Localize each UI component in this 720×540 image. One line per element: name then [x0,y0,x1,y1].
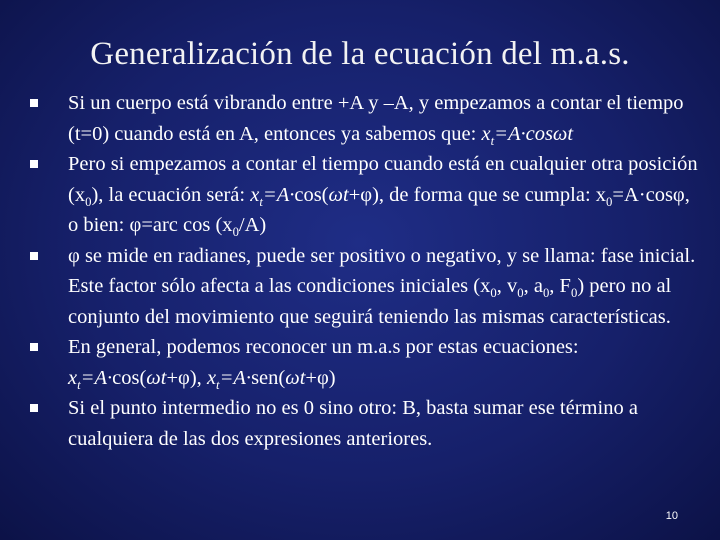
formula-text: =A·cosωt [494,122,574,145]
bullet-text: cos( [294,183,329,206]
bullet-text: ) pero no al conjunto del movimiento que seguirá teniendo las mismas características. [68,275,672,328]
bullet-text: Pero si empezamos a contar el tiempo cuando está en cualquier otra posición (x [68,153,698,206]
bullet-text: , v [496,275,518,297]
square-bullet-icon [30,99,38,107]
bullet-list [30,88,700,454]
bullet-text: +φ) [305,366,336,389]
bullet-text: sen( [251,366,286,389]
bullet-item [30,88,700,149]
slide-title: Generalización de la ecuación del m.a.s. [90,36,630,72]
formula-text: ωt [285,366,306,389]
subscript: 0 [517,286,524,301]
formula-subscript: t [77,377,81,392]
subscript: 0 [606,194,613,209]
bullet-item [30,332,700,393]
formula-text: ωt [328,183,349,206]
square-bullet-icon [30,404,38,412]
bullet-item [30,241,700,333]
bullet-text: +φ), [166,366,207,389]
subscript: 0 [232,225,239,240]
bullet-text: , F [549,275,571,297]
square-bullet-icon [30,343,38,351]
formula-var: x [206,366,217,389]
formula-text: =A· [219,366,252,389]
bullet-text: Si el punto intermedio no es 0 sino otro: B, basta sumar ese término a cualquiera de las dos expresiones anteriores. [68,397,638,450]
square-bullet-icon [30,252,38,260]
formula-text: ωt [146,366,167,389]
bullet-text: /A) [238,214,267,236]
formula-var: x [250,183,260,206]
formula-var: x [68,366,78,389]
bullet-text: En general, podemos reconocer un m.a.s por estas ecuaciones: [68,336,579,358]
bullet-text: +φ), de forma que se cumpla: x [348,183,607,206]
formula-text: =A· [80,366,113,389]
subscript: 0 [570,286,578,301]
bullet-text: , a [523,275,543,297]
formula-subscript: t [216,377,220,392]
formula-subscript: t [259,194,263,209]
bullet-text: Si un cuerpo está vibrando entre +A y –A, y empezamos a contar el tiempo (t=0) cuando está en A, entonces ya sabemos que: [68,92,684,145]
bullet-item [30,393,700,454]
formula-var: x [481,122,491,145]
formula-subscript: t [490,133,495,148]
bullet-text: =A·cosφ, o bien: φ=arc cos (x [68,183,690,236]
page-number: 10 [665,510,678,522]
subscript: 0 [490,286,497,301]
subscript: 0 [542,286,550,301]
bullet-item [30,149,700,241]
bullet-text: cos( [112,366,147,389]
square-bullet-icon [30,160,38,168]
formula-text: =A· [262,183,295,206]
subscript: 0 [85,194,92,209]
bullet-text: φ se mide en radianes, puede ser positivo o negativo, y se llama: fase inicial. Este factor sólo afecta a las condiciones iniciales (x [68,244,696,297]
bullet-text: ), la ecuación será: [91,183,251,206]
